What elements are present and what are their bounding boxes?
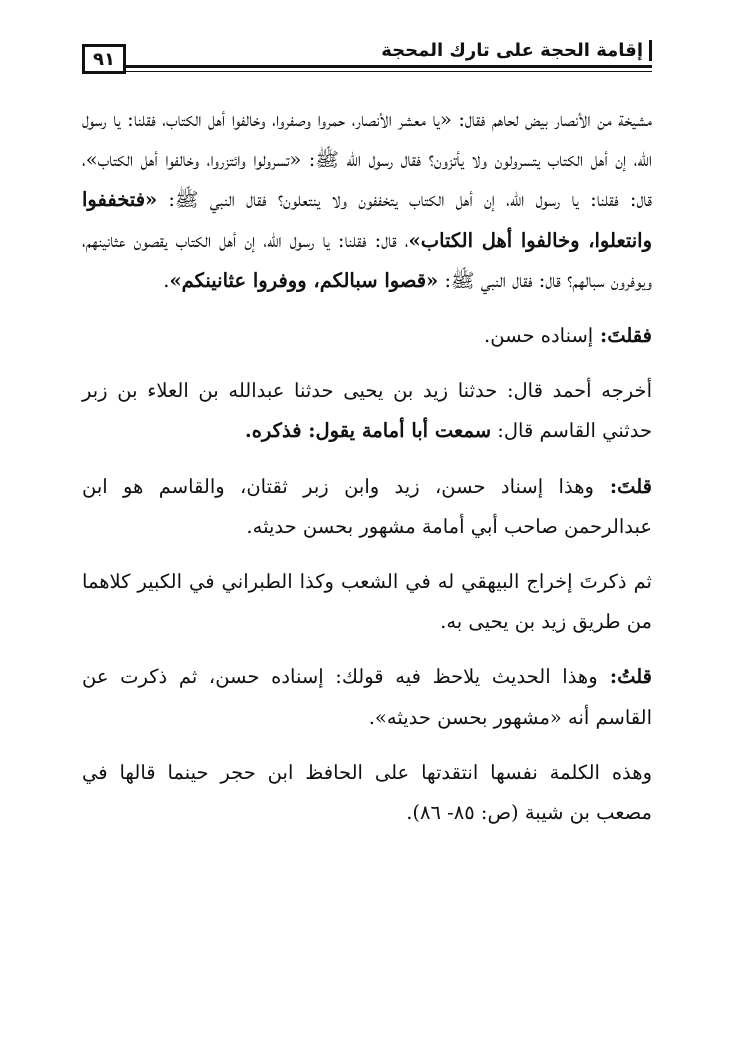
paragraph-text: وهذا إسناد حسن، زيد وابن زبر ثقتان، والقاسم هو ابن عبدالرحمن صاحب أبي أمامة مشهور بحسن حديثه. [82,474,652,538]
paragraph-text: ، قال: فقلنا: يا رسول الله، إن أهل الكتاب يقصون عثانينهم، ويوفرون سبالهم؟ قال: فقال النبي ﷺ: [82,228,652,292]
paragraph-text: إسناده حسن. [484,324,594,348]
paragraph [82,100,652,301]
paragraph-text: أخرجه أحمد قال: حدثنا زيد بن يحيى حدثنا عبدالله بن العلاء بن زبر حدثني القاسم قال: [82,379,652,443]
paragraph-text: مشيخة من الأنصار بيض لحاهم فقال: «يا معشر الأنصار، حمروا وصفروا، وخالفوا أهل الكتاب، فقلنا: يا رسول الله، إن أهل الكتاب يتسرولون ولا يأتزون؟ فقال رسول الله ﷺ: «تسرولوا وائتزروا، وخالفوا أهل الكتاب»، قال: فقلنا: يا رسول الله، إن أهل الكتاب يتخففون ولا ينتعلون؟ فقال النبي ﷺ: [82,108,652,212]
paragraph-text: وهذه الكلمة نفسها انتقدتها على الحافظ ابن حجر حينما قالها في مصعب بن شيبة (ص: ٨٥- ٨٦). [82,760,652,825]
quoted-text: سمعت أبا أمامة يقول: فذكره. [244,419,492,443]
paragraph-lead: قلتُ: [597,665,653,689]
paragraph-text: وهذا الحديث يلاحظ فيه قولك: إسناده حسن، ثم ذكرت عن القاسم أنه «مشهور بحسن حديثه». [82,665,652,729]
paragraph-text: ثم ذكرتَ إخراج البيهقي له في الشعب وكذا الطبراني في الكبير كلاهما من طريق زيد بن يحيى به. [82,570,652,634]
page-number: ٩١ [82,44,126,74]
paragraph [82,562,652,642]
paragraph [82,753,652,833]
paragraph [82,657,652,737]
paragraph [82,316,652,356]
paragraph-text: . [163,268,170,292]
quoted-text: «قصوا سبالكم، ووفروا عثانينكم» [169,268,439,292]
paragraph [82,467,652,547]
paragraph [82,371,652,451]
book-title: إقامة الحجة على تارك المحجة [373,40,652,61]
paragraph-lead: فقلتَ: [593,324,652,348]
page-header [82,38,652,90]
header-rule-thick [126,65,652,68]
header-rule-thin [126,71,652,72]
page-body [82,100,652,848]
quoted-text: «فتخففوا وانتعلوا، وخالفوا أهل الكتاب» [82,188,653,252]
paragraph-lead: قلتَ: [593,474,652,498]
